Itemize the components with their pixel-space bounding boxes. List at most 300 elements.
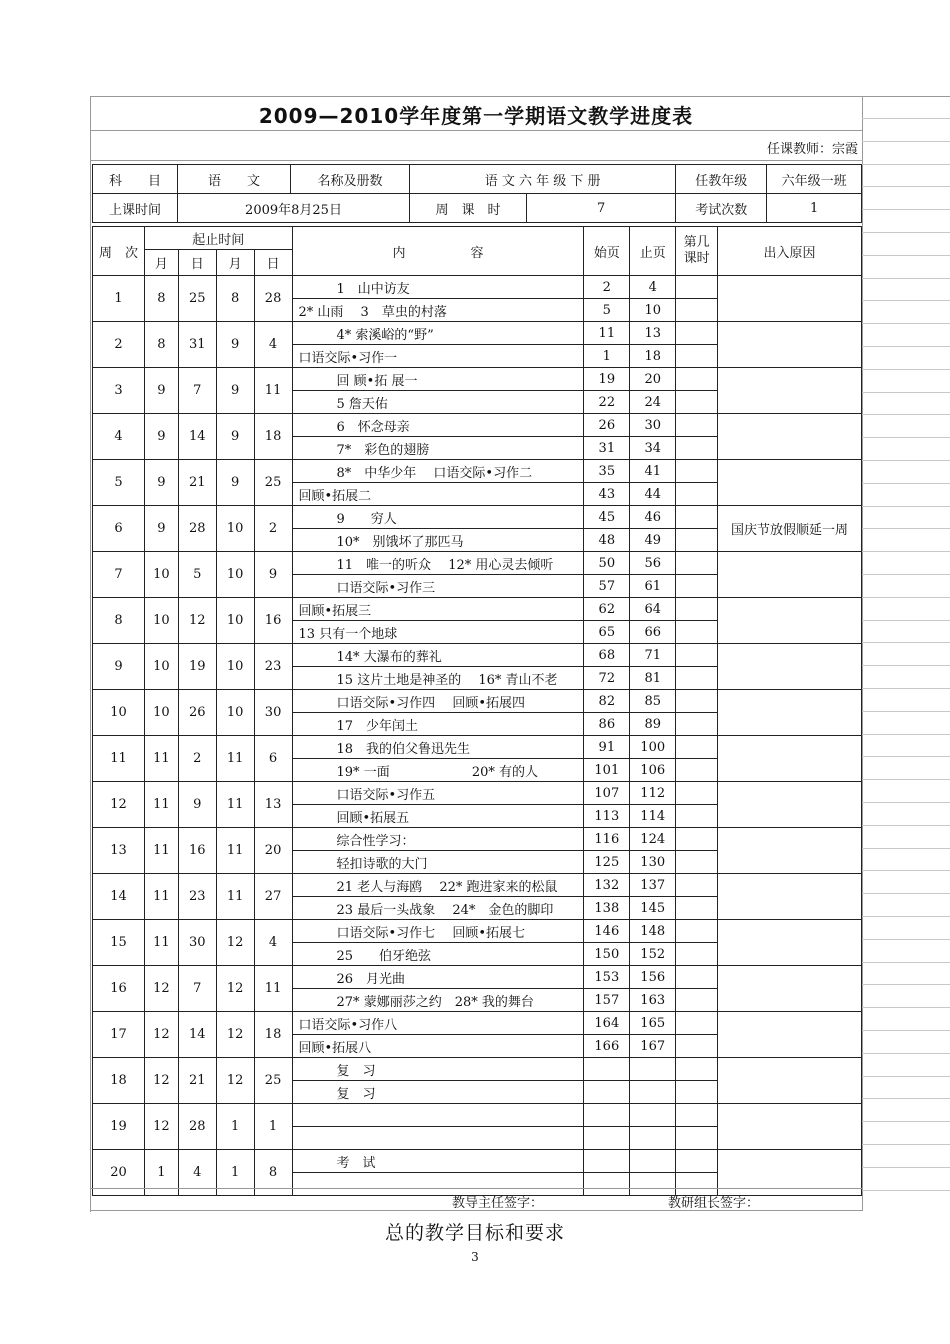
table-row: [93, 414, 862, 437]
start-page: 35: [584, 460, 630, 483]
lesson-content: 复 习: [292, 1081, 584, 1104]
start-day: 30: [178, 920, 216, 966]
info-row: [93, 194, 862, 223]
end-page: 49: [630, 529, 676, 552]
week-number: 18: [93, 1058, 145, 1104]
start-day: 28: [178, 506, 216, 552]
start-day: 5: [178, 552, 216, 598]
reason: [718, 920, 862, 966]
schedule-table: [92, 226, 862, 1196]
start-month: 9: [144, 506, 178, 552]
divider: [90, 160, 862, 161]
start-month: 11: [144, 736, 178, 782]
end-month: 10: [216, 644, 254, 690]
week-number: 11: [93, 736, 145, 782]
end-month: 11: [216, 874, 254, 920]
end-page: 61: [630, 575, 676, 598]
start-page: 101: [584, 759, 630, 782]
end-month: 1: [216, 1104, 254, 1150]
end-day: 20: [254, 828, 292, 874]
start-page: 113: [584, 805, 630, 828]
lesson-content: 复 习: [292, 1058, 584, 1081]
start-day: 21: [178, 1058, 216, 1104]
week-number: 10: [93, 690, 145, 736]
end-day: 25: [254, 1058, 292, 1104]
lesson-no: [676, 299, 718, 322]
table-row: [93, 1058, 862, 1081]
end-page: 124: [630, 828, 676, 851]
end-page: 167: [630, 1035, 676, 1058]
start-page: 86: [584, 713, 630, 736]
lesson-no: [676, 828, 718, 851]
week-number: 8: [93, 598, 145, 644]
end-day: 27: [254, 874, 292, 920]
start-day: 7: [178, 966, 216, 1012]
start-month: 10: [144, 690, 178, 736]
start-day: 31: [178, 322, 216, 368]
start-page: 45: [584, 506, 630, 529]
start-page: 50: [584, 552, 630, 575]
lesson-content: 26 月光曲: [292, 966, 584, 989]
table-row: [93, 506, 862, 529]
page-number: 3: [471, 1250, 479, 1264]
lesson-content: 10* 别饿坏了那匹马: [292, 529, 584, 552]
reason: 国庆节放假顺延一周: [718, 506, 862, 552]
start-page: 72: [584, 667, 630, 690]
week-number: 2: [93, 322, 145, 368]
lesson-no: [676, 529, 718, 552]
reason: [718, 552, 862, 598]
grade-label: 任教年级: [676, 165, 767, 194]
week-number: 4: [93, 414, 145, 460]
lesson-content: 25 伯牙绝弦: [292, 943, 584, 966]
end-day: 13: [254, 782, 292, 828]
week-number: 17: [93, 1012, 145, 1058]
lesson-no: [676, 1150, 718, 1173]
week-number: 3: [93, 368, 145, 414]
end-day: 30: [254, 690, 292, 736]
start-month: 12: [144, 966, 178, 1012]
exam-value: 1: [767, 194, 862, 223]
header-row: [93, 227, 862, 250]
lesson-no: [676, 437, 718, 460]
start-month: 1: [144, 1150, 178, 1196]
start-page: 153: [584, 966, 630, 989]
end-page: [630, 1150, 676, 1173]
lesson-content: 考 试: [292, 1150, 584, 1173]
start-page: [584, 1127, 630, 1150]
end-month: 10: [216, 552, 254, 598]
start-page: [584, 1104, 630, 1127]
start-page: 157: [584, 989, 630, 1012]
content-header: 内 容: [292, 227, 584, 276]
end-day: 28: [254, 276, 292, 322]
reason: [718, 276, 862, 322]
start-page: 82: [584, 690, 630, 713]
lesson-content: 11 唯一的听众 12* 用心灵去倾听: [292, 552, 584, 575]
lesson-no: [676, 575, 718, 598]
start-page: 132: [584, 874, 630, 897]
lesson-content: 4* 索溪峪的“野”: [292, 322, 584, 345]
start-day: 9: [178, 782, 216, 828]
reason: [718, 644, 862, 690]
end-page: 18: [630, 345, 676, 368]
reason: [718, 322, 862, 368]
lesson-no: [676, 391, 718, 414]
start-page: 2: [584, 276, 630, 299]
end-page: 89: [630, 713, 676, 736]
start-page: 91: [584, 736, 630, 759]
start-page: 19: [584, 368, 630, 391]
end-day: 1: [254, 1104, 292, 1150]
end-page: 81: [630, 667, 676, 690]
week-number: 7: [93, 552, 145, 598]
lesson-content: 5 詹天佑: [292, 391, 584, 414]
table-row: [93, 368, 862, 391]
start-month: 9: [144, 414, 178, 460]
week-number: 1: [93, 276, 145, 322]
table-row: [93, 736, 862, 759]
end-month: 12: [216, 966, 254, 1012]
lesson-no: [676, 1012, 718, 1035]
lesson-no: [676, 874, 718, 897]
end-day: 23: [254, 644, 292, 690]
week-number: 15: [93, 920, 145, 966]
end-page: 30: [630, 414, 676, 437]
table-row: [93, 874, 862, 897]
week-number: 13: [93, 828, 145, 874]
lesson-content: 回顾•拓展三: [292, 598, 584, 621]
lesson-no: [676, 897, 718, 920]
lesson-content: 轻扣诗歌的大门: [292, 851, 584, 874]
start-page: [584, 1150, 630, 1173]
week-header: 周 次: [93, 227, 145, 276]
end-page: 165: [630, 1012, 676, 1035]
end-page: 152: [630, 943, 676, 966]
book-value: 语 文 六 年 级 下 册: [410, 165, 676, 194]
lesson-content: 6 怀念母亲: [292, 414, 584, 437]
lesson-no: [676, 345, 718, 368]
end-page: 20: [630, 368, 676, 391]
table-row: [93, 644, 862, 667]
start-month: 8: [144, 322, 178, 368]
lesson-no: [676, 989, 718, 1012]
end-page: 41: [630, 460, 676, 483]
lesson-content: 9 穷人: [292, 506, 584, 529]
reason: [718, 874, 862, 920]
start-month: 12: [144, 1104, 178, 1150]
start-month: 12: [144, 1058, 178, 1104]
end-page: 85: [630, 690, 676, 713]
director-signature: 教导主任签字：: [452, 1196, 544, 1211]
end-month: 9: [216, 414, 254, 460]
lesson-content: 27* 蒙娜丽莎之约 28* 我的舞台: [292, 989, 584, 1012]
start-page: 107: [584, 782, 630, 805]
end-page: 64: [630, 598, 676, 621]
start-page: 166: [584, 1035, 630, 1058]
end-page: 100: [630, 736, 676, 759]
start-page: 65: [584, 621, 630, 644]
start-page: 138: [584, 897, 630, 920]
lesson-content: 口语交际•习作一: [292, 345, 584, 368]
lesson-no: [676, 920, 718, 943]
end-month: 11: [216, 828, 254, 874]
divider: [90, 130, 862, 131]
reason: [718, 782, 862, 828]
end-page: 34: [630, 437, 676, 460]
end-page: [630, 1127, 676, 1150]
end-page: 24: [630, 391, 676, 414]
reason: [718, 1104, 862, 1150]
lesson-content: 1 山中访友: [292, 276, 584, 299]
lesson-no: [676, 1081, 718, 1104]
end-day: 11: [254, 966, 292, 1012]
end-day: 18: [254, 1012, 292, 1058]
page-title: 2009—2010学年度第一学期语文教学进度表: [258, 104, 694, 128]
lesson-no: [676, 368, 718, 391]
lesson-content: 21 老人与海鸥 22* 跑进家来的松鼠: [292, 874, 584, 897]
start-page: 125: [584, 851, 630, 874]
start-day: 14: [178, 414, 216, 460]
end-day: 16: [254, 598, 292, 644]
start-page: 146: [584, 920, 630, 943]
end-page: 114: [630, 805, 676, 828]
start-day: 26: [178, 690, 216, 736]
lesson-content: 23 最后一头战象 24* 金色的脚印: [292, 897, 584, 920]
start-page: 22: [584, 391, 630, 414]
lesson-no-header: 第几课时: [676, 227, 718, 276]
end-day: 25: [254, 460, 292, 506]
lesson-no: [676, 1058, 718, 1081]
lesson-no: [676, 667, 718, 690]
end-month: 12: [216, 1012, 254, 1058]
start-page: 57: [584, 575, 630, 598]
lesson-no: [676, 322, 718, 345]
table-row: [93, 460, 862, 483]
start-month: 10: [144, 598, 178, 644]
reason: [718, 736, 862, 782]
end-month: 11: [216, 736, 254, 782]
start-page: 150: [584, 943, 630, 966]
lesson-content: 13 只有一个地球: [292, 621, 584, 644]
end-day: 9: [254, 552, 292, 598]
lesson-content: 口语交际•习作三: [292, 575, 584, 598]
teaching-goal-heading: 总的教学目标和要求: [384, 1222, 565, 1244]
month-header: 月: [216, 250, 254, 276]
week-number: 5: [93, 460, 145, 506]
start-day: 4: [178, 1150, 216, 1196]
lesson-no: [676, 460, 718, 483]
table-row: [93, 598, 862, 621]
start-day: 2: [178, 736, 216, 782]
table-row: [93, 276, 862, 299]
lesson-content: 19* 一面 20* 有的人: [292, 759, 584, 782]
end-day: 2: [254, 506, 292, 552]
end-page: 145: [630, 897, 676, 920]
start-day: 14: [178, 1012, 216, 1058]
end-day: 6: [254, 736, 292, 782]
lesson-no: [676, 1035, 718, 1058]
lesson-content: 回顾•拓展五: [292, 805, 584, 828]
end-page: [630, 1104, 676, 1127]
start-page: 1: [584, 345, 630, 368]
lesson-no: [676, 1104, 718, 1127]
start-page: 116: [584, 828, 630, 851]
lesson-no: [676, 805, 718, 828]
end-page: 137: [630, 874, 676, 897]
table-row: [93, 1012, 862, 1035]
start-day: 19: [178, 644, 216, 690]
lesson-content: [292, 1127, 584, 1150]
start-day: 16: [178, 828, 216, 874]
end-month: 10: [216, 598, 254, 644]
lesson-no: [676, 736, 718, 759]
table-row: [93, 966, 862, 989]
book-label: 名称及册数: [291, 165, 410, 194]
end-page: 163: [630, 989, 676, 1012]
lesson-no: [676, 483, 718, 506]
table-row: [93, 1104, 862, 1127]
end-month: 12: [216, 920, 254, 966]
lesson-no: [676, 506, 718, 529]
end-day: 18: [254, 414, 292, 460]
start-day: 7: [178, 368, 216, 414]
lesson-no: [676, 782, 718, 805]
lesson-content: 8* 中华少年 口语交际•习作二: [292, 460, 584, 483]
week-number: 14: [93, 874, 145, 920]
start-page: 26: [584, 414, 630, 437]
start-page: 48: [584, 529, 630, 552]
lesson-content: 2* 山雨 3 草虫的村落: [292, 299, 584, 322]
week-number: 6: [93, 506, 145, 552]
lesson-no: [676, 943, 718, 966]
lesson-no: [676, 414, 718, 437]
lesson-no: [676, 644, 718, 667]
start-month: 8: [144, 276, 178, 322]
lesson-no: [676, 276, 718, 299]
start-page: 31: [584, 437, 630, 460]
end-page: 13: [630, 322, 676, 345]
reason: [718, 368, 862, 414]
schedule-body: [93, 276, 862, 1196]
end-month: 9: [216, 368, 254, 414]
end-page-header: 止页: [630, 227, 676, 276]
end-page: 130: [630, 851, 676, 874]
lesson-content: 口语交际•习作五: [292, 782, 584, 805]
lesson-content: 回 顾•拓 展一: [292, 368, 584, 391]
table-row: [93, 322, 862, 345]
reason: [718, 966, 862, 1012]
reason-header: 出入原因: [718, 227, 862, 276]
start-day: 12: [178, 598, 216, 644]
divider: [90, 1210, 862, 1211]
end-page: 156: [630, 966, 676, 989]
end-day: 8: [254, 1150, 292, 1196]
start-page: 68: [584, 644, 630, 667]
exam-label: 考试次数: [676, 194, 767, 223]
lesson-no: [676, 1127, 718, 1150]
table-row: [93, 552, 862, 575]
start-page: 164: [584, 1012, 630, 1035]
end-page: 56: [630, 552, 676, 575]
week-number: 19: [93, 1104, 145, 1150]
start-page: [584, 1081, 630, 1104]
info-row: [93, 165, 862, 194]
end-month: 8: [216, 276, 254, 322]
start-month: 12: [144, 1012, 178, 1058]
lesson-content: 15 这片土地是神圣的 16* 青山不老: [292, 667, 584, 690]
week-number: 20: [93, 1150, 145, 1196]
end-month: 10: [216, 506, 254, 552]
reason: [718, 1058, 862, 1104]
lesson-no: [676, 851, 718, 874]
reason: [718, 690, 862, 736]
lesson-no: [676, 690, 718, 713]
start-page: 11: [584, 322, 630, 345]
lesson-no: [676, 598, 718, 621]
end-page: 46: [630, 506, 676, 529]
end-month: 12: [216, 1058, 254, 1104]
range-header: 起止时间: [144, 227, 292, 250]
start-month: 10: [144, 552, 178, 598]
lesson-content: 18 我的伯父鲁迅先生: [292, 736, 584, 759]
lesson-content: 17 少年闰土: [292, 713, 584, 736]
table-row: [93, 1150, 862, 1173]
reason: [718, 1012, 862, 1058]
week-number: 12: [93, 782, 145, 828]
start-month: 11: [144, 920, 178, 966]
end-page: 44: [630, 483, 676, 506]
start-page: [584, 1173, 630, 1196]
start-page: 5: [584, 299, 630, 322]
day-header: 日: [254, 250, 292, 276]
end-page: 4: [630, 276, 676, 299]
end-month: 1: [216, 1150, 254, 1196]
group-leader-signature: 教研组长签字：: [668, 1196, 760, 1211]
subject-value: 语 文: [178, 165, 291, 194]
lesson-no: [676, 621, 718, 644]
reason: [718, 414, 862, 460]
lesson-content: 口语交际•习作七 回顾•拓展七: [292, 920, 584, 943]
end-page: 106: [630, 759, 676, 782]
start-month: 11: [144, 874, 178, 920]
divider: [90, 1188, 862, 1189]
month-header: 月: [144, 250, 178, 276]
end-page: 66: [630, 621, 676, 644]
end-month: 10: [216, 690, 254, 736]
teacher-name: 任课教师：宗霞: [766, 142, 858, 157]
start-month: 9: [144, 368, 178, 414]
end-page: 10: [630, 299, 676, 322]
week-number: 16: [93, 966, 145, 1012]
lesson-no: [676, 713, 718, 736]
lesson-content: [292, 1104, 584, 1127]
reason: [718, 460, 862, 506]
weekly-label: 周 课 时: [410, 194, 527, 223]
start-value: 2009年8月25日: [178, 194, 410, 223]
lesson-content: 回顾•拓展二: [292, 483, 584, 506]
end-day: 4: [254, 322, 292, 368]
start-page-header: 始页: [584, 227, 630, 276]
lesson-content: 综合性学习：: [292, 828, 584, 851]
start-month: 11: [144, 828, 178, 874]
lesson-content: 14* 大瀑布的葬礼: [292, 644, 584, 667]
lesson-content: 回顾•拓展八: [292, 1035, 584, 1058]
lesson-content: 口语交际•习作八: [292, 1012, 584, 1035]
start-day: 23: [178, 874, 216, 920]
end-month: 11: [216, 782, 254, 828]
lesson-no: [676, 552, 718, 575]
